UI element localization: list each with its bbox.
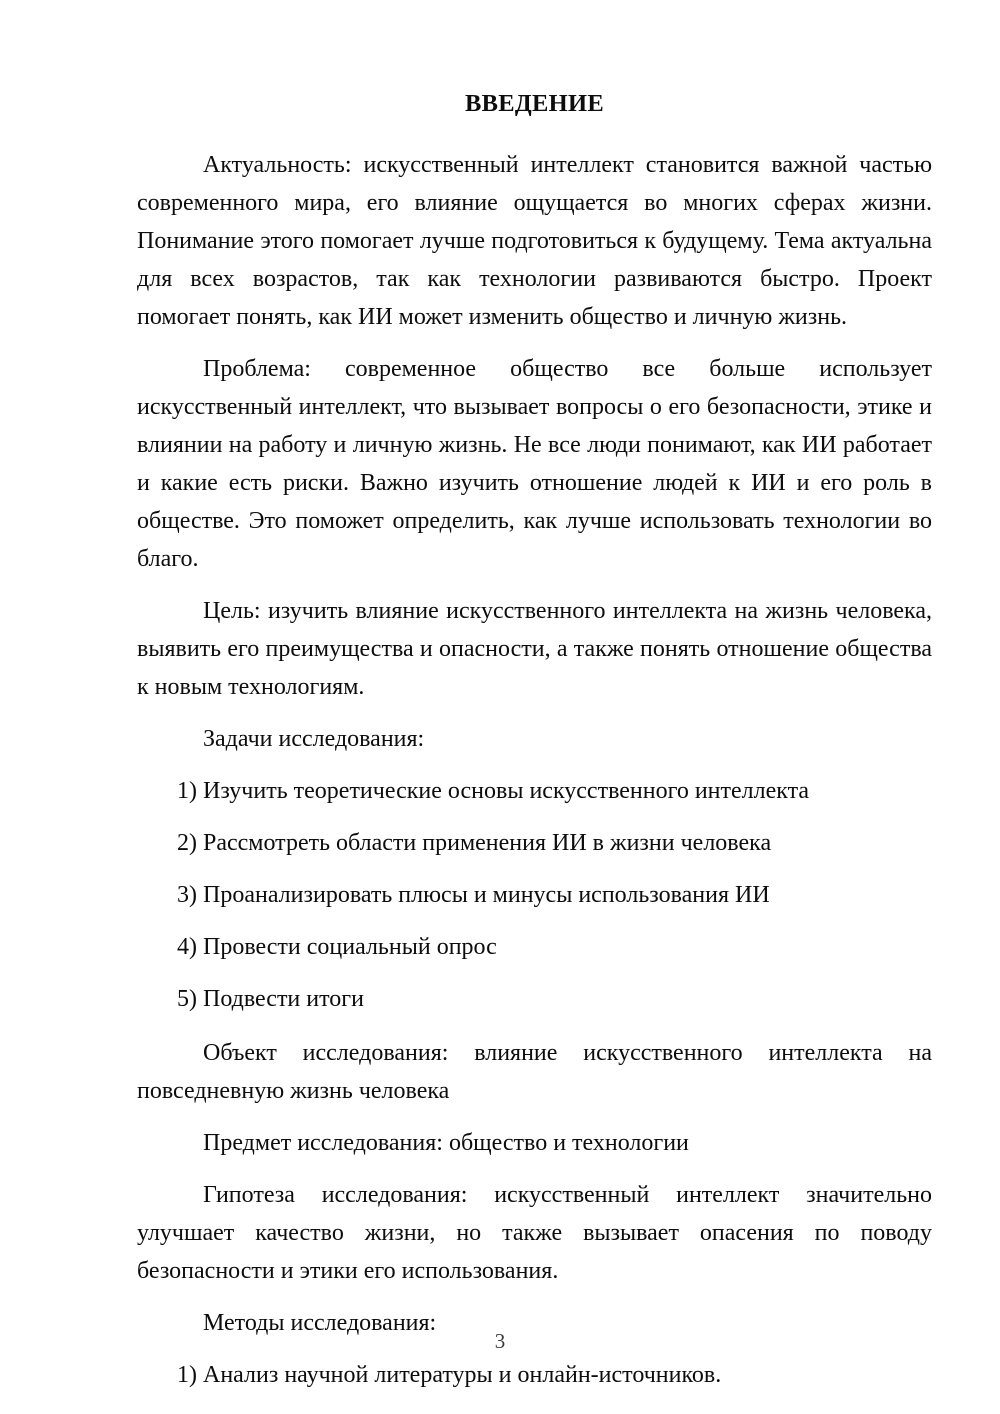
document-content — [137, 0, 932, 1394]
list-item: 2) Рассмотреть области применения ИИ в жизни человека — [177, 829, 772, 856]
list-item: 1) Изучить теоретические основы искусственного интеллекта — [177, 777, 810, 804]
list-item: 3) Проанализировать плюсы и минусы использования ИИ — [177, 881, 770, 908]
tasks-group — [137, 720, 932, 1018]
list-item: 5) Подвести итоги — [177, 985, 364, 1012]
page-number: 3 — [494, 1329, 506, 1353]
paragraph-relevance: Актуальность: искусственный интеллект становится важной частью современного мира, его влияние ощущается во многих сферах жизни. Понимание этого помогает лучше подготовиться к будущему. Тема актуальна для всех возрастов, так как технологии развиваются быстро. Проект помогает понять, как ИИ может изменить общество и личную жизнь. — [137, 151, 932, 330]
tasks-label: Задачи исследования: — [203, 725, 425, 752]
paragraph-problem: Проблема: современное общество все больше использует искусственный интеллект, что вызывает вопросы о его безопасности, этике и влиянии на работу и личную жизнь. Не все люди понимают, как ИИ работает и какие есть риски. Важно изучить отношение людей к ИИ и его роль в обществе. Это поможет определить, как лучше использовать технологии во благо. — [137, 355, 932, 572]
list-item: 1) Анализ научной литературы и онлайн-источников. — [177, 1361, 722, 1388]
paragraph-hypothesis: Гипотеза исследования: искусственный интеллект значительно улучшает качество жизни, но также вызывает опасения по поводу безопасности и этики его использования. — [137, 1181, 932, 1284]
paragraph-goal: Цель: изучить влияние искусственного интеллекта на жизнь человека, выявить его преимущества и опасности, а также понять отношение общества к новым технологиям. — [137, 597, 932, 700]
methods-label: Методы исследования: — [203, 1309, 437, 1336]
paragraph-object: Объект исследования: влияние искусственного интеллекта на повседневную жизнь человека — [137, 1039, 932, 1104]
list-item: 4) Провести социальный опрос — [177, 933, 497, 960]
methods-list — [137, 1356, 932, 1394]
tasks-list — [137, 772, 932, 1018]
paragraph-subject: Предмет исследования: общество и технологии — [203, 1129, 689, 1156]
page-title: ВВЕДЕНИЕ — [464, 90, 605, 117]
